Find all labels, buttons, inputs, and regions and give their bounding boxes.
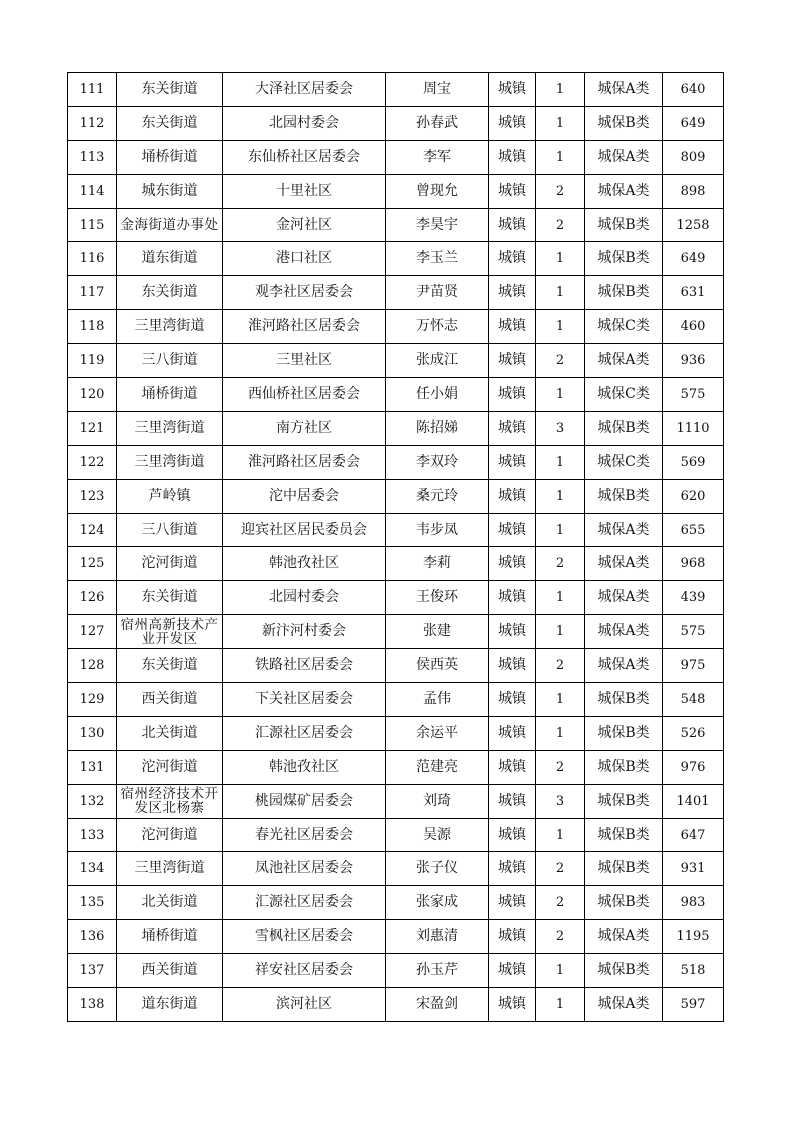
cell-community: 雪枫社区居委会 [223, 920, 386, 954]
table-row [68, 513, 724, 547]
cell-index: 119 [68, 344, 117, 378]
cell-name: 张家成 [386, 886, 489, 920]
cell-category: 城保B类 [585, 276, 663, 310]
cell-name: 宋盈剑 [386, 988, 489, 1022]
cell-area: 城镇 [489, 852, 536, 886]
cell-name: 孟伟 [386, 683, 489, 717]
cell-amount: 439 [663, 581, 724, 615]
table-row [68, 547, 724, 581]
cell-household-count: 1 [536, 378, 585, 412]
table-row [68, 174, 724, 208]
cell-household-count: 1 [536, 716, 585, 750]
cell-street: 东关街道 [117, 649, 223, 683]
cell-index: 112 [68, 106, 117, 140]
cell-community: 铁路社区居委会 [223, 649, 386, 683]
cell-amount: 526 [663, 716, 724, 750]
cell-street: 宿州经济技术开发区北杨寨 [117, 784, 223, 818]
cell-index: 133 [68, 818, 117, 852]
cell-community: 东仙桥社区居委会 [223, 140, 386, 174]
cell-area: 城镇 [489, 954, 536, 988]
cell-household-count: 2 [536, 852, 585, 886]
table-row [68, 818, 724, 852]
cell-name: 陈招娣 [386, 411, 489, 445]
cell-street: 东关街道 [117, 73, 223, 107]
cell-index: 138 [68, 988, 117, 1022]
cell-household-count: 3 [536, 411, 585, 445]
cell-name: 李双玲 [386, 445, 489, 479]
cell-community: 北园村委会 [223, 581, 386, 615]
cell-street: 沱河街道 [117, 547, 223, 581]
cell-community: 北园村委会 [223, 106, 386, 140]
cell-household-count: 2 [536, 344, 585, 378]
cell-community: 桃园煤矿居委会 [223, 784, 386, 818]
cell-name: 任小娟 [386, 378, 489, 412]
cell-street: 三里湾街道 [117, 411, 223, 445]
cell-household-count: 1 [536, 683, 585, 717]
cell-index: 120 [68, 378, 117, 412]
cell-amount: 1110 [663, 411, 724, 445]
cell-community: 淮河路社区居委会 [223, 445, 386, 479]
cell-amount: 649 [663, 242, 724, 276]
cell-name: 范建亮 [386, 750, 489, 784]
cell-category: 城保B类 [585, 411, 663, 445]
cell-name: 李莉 [386, 547, 489, 581]
cell-street: 东关街道 [117, 276, 223, 310]
cell-street: 三里湾街道 [117, 310, 223, 344]
cell-amount: 518 [663, 954, 724, 988]
cell-street: 北关街道 [117, 886, 223, 920]
cell-index: 115 [68, 208, 117, 242]
cell-community: 观李社区居委会 [223, 276, 386, 310]
cell-area: 城镇 [489, 479, 536, 513]
cell-area: 城镇 [489, 174, 536, 208]
cell-household-count: 1 [536, 513, 585, 547]
cell-category: 城保B类 [585, 208, 663, 242]
cell-name: 李军 [386, 140, 489, 174]
cell-amount: 1258 [663, 208, 724, 242]
cell-amount: 655 [663, 513, 724, 547]
cell-category: 城保B类 [585, 479, 663, 513]
cell-name: 尹苗贤 [386, 276, 489, 310]
cell-household-count: 2 [536, 174, 585, 208]
cell-category: 城保A类 [585, 73, 663, 107]
cell-index: 118 [68, 310, 117, 344]
cell-household-count: 3 [536, 784, 585, 818]
table-row [68, 615, 724, 649]
cell-category: 城保A类 [585, 174, 663, 208]
cell-street: 城东街道 [117, 174, 223, 208]
cell-category: 城保A类 [585, 649, 663, 683]
cell-category: 城保B类 [585, 683, 663, 717]
table-row [68, 378, 724, 412]
cell-name: 王俊环 [386, 581, 489, 615]
cell-community: 三里社区 [223, 344, 386, 378]
cell-community: 南方社区 [223, 411, 386, 445]
cell-category: 城保A类 [585, 547, 663, 581]
cell-index: 131 [68, 750, 117, 784]
cell-amount: 936 [663, 344, 724, 378]
table-row [68, 310, 724, 344]
cell-name: 吴源 [386, 818, 489, 852]
cell-community: 韩池孜社区 [223, 547, 386, 581]
beneficiary-table [67, 72, 724, 1022]
table-row [68, 886, 724, 920]
table-row [68, 581, 724, 615]
cell-household-count: 1 [536, 242, 585, 276]
cell-name: 刘琦 [386, 784, 489, 818]
table-row [68, 73, 724, 107]
cell-area: 城镇 [489, 547, 536, 581]
cell-amount: 460 [663, 310, 724, 344]
cell-street: 东关街道 [117, 581, 223, 615]
cell-name: 李昊宇 [386, 208, 489, 242]
cell-household-count: 1 [536, 479, 585, 513]
cell-name: 刘惠清 [386, 920, 489, 954]
cell-street: 北关街道 [117, 716, 223, 750]
cell-name: 余运平 [386, 716, 489, 750]
cell-category: 城保C类 [585, 445, 663, 479]
table-row [68, 344, 724, 378]
cell-street: 埇桥街道 [117, 920, 223, 954]
cell-amount: 931 [663, 852, 724, 886]
cell-index: 135 [68, 886, 117, 920]
cell-category: 城保B类 [585, 886, 663, 920]
cell-street: 道东街道 [117, 988, 223, 1022]
cell-household-count: 1 [536, 310, 585, 344]
cell-community: 祥安社区居委会 [223, 954, 386, 988]
cell-category: 城保B类 [585, 106, 663, 140]
cell-community: 大泽社区居委会 [223, 73, 386, 107]
table-row [68, 716, 724, 750]
document-page [67, 72, 723, 1022]
cell-amount: 983 [663, 886, 724, 920]
cell-household-count: 2 [536, 750, 585, 784]
cell-category: 城保B类 [585, 818, 663, 852]
cell-community: 十里社区 [223, 174, 386, 208]
cell-household-count: 2 [536, 649, 585, 683]
cell-area: 城镇 [489, 344, 536, 378]
cell-name: 张成江 [386, 344, 489, 378]
cell-household-count: 1 [536, 954, 585, 988]
table-row [68, 276, 724, 310]
cell-amount: 976 [663, 750, 724, 784]
cell-category: 城保C类 [585, 310, 663, 344]
cell-household-count: 1 [536, 445, 585, 479]
cell-street: 沱河街道 [117, 818, 223, 852]
cell-amount: 649 [663, 106, 724, 140]
cell-name: 韦步凤 [386, 513, 489, 547]
cell-area: 城镇 [489, 784, 536, 818]
table-row [68, 106, 724, 140]
cell-category: 城保B类 [585, 716, 663, 750]
cell-name: 张子仪 [386, 852, 489, 886]
cell-household-count: 1 [536, 73, 585, 107]
cell-category: 城保A类 [585, 344, 663, 378]
cell-area: 城镇 [489, 649, 536, 683]
cell-amount: 1195 [663, 920, 724, 954]
cell-community: 滨河社区 [223, 988, 386, 1022]
cell-community: 淮河路社区居委会 [223, 310, 386, 344]
cell-category: 城保B类 [585, 750, 663, 784]
cell-index: 123 [68, 479, 117, 513]
cell-index: 126 [68, 581, 117, 615]
table-row [68, 208, 724, 242]
cell-area: 城镇 [489, 886, 536, 920]
cell-area: 城镇 [489, 140, 536, 174]
cell-household-count: 1 [536, 581, 585, 615]
cell-category: 城保A类 [585, 513, 663, 547]
cell-community: 汇源社区居委会 [223, 716, 386, 750]
cell-household-count: 1 [536, 106, 585, 140]
cell-community: 迎宾社区居民委员会 [223, 513, 386, 547]
table-row [68, 140, 724, 174]
cell-index: 122 [68, 445, 117, 479]
cell-category: 城保A类 [585, 140, 663, 174]
cell-index: 130 [68, 716, 117, 750]
cell-amount: 968 [663, 547, 724, 581]
cell-household-count: 1 [536, 615, 585, 649]
cell-area: 城镇 [489, 615, 536, 649]
cell-category: 城保A类 [585, 988, 663, 1022]
table-row [68, 445, 724, 479]
cell-index: 128 [68, 649, 117, 683]
cell-household-count: 2 [536, 886, 585, 920]
cell-community: 凤池社区居委会 [223, 852, 386, 886]
cell-category: 城保B类 [585, 954, 663, 988]
cell-index: 121 [68, 411, 117, 445]
table-body [68, 73, 724, 1022]
cell-index: 114 [68, 174, 117, 208]
cell-street: 宿州高新技术产业开发区 [117, 615, 223, 649]
cell-amount: 597 [663, 988, 724, 1022]
cell-community: 新汴河村委会 [223, 615, 386, 649]
cell-street: 东关街道 [117, 106, 223, 140]
cell-community: 西仙桥社区居委会 [223, 378, 386, 412]
cell-category: 城保C类 [585, 378, 663, 412]
cell-household-count: 2 [536, 208, 585, 242]
cell-street: 三里湾街道 [117, 445, 223, 479]
cell-household-count: 1 [536, 988, 585, 1022]
cell-area: 城镇 [489, 683, 536, 717]
cell-name: 万怀志 [386, 310, 489, 344]
table-row [68, 954, 724, 988]
cell-area: 城镇 [489, 445, 536, 479]
cell-amount: 569 [663, 445, 724, 479]
cell-household-count: 1 [536, 276, 585, 310]
table-row [68, 479, 724, 513]
cell-street: 金海街道办事处 [117, 208, 223, 242]
cell-index: 116 [68, 242, 117, 276]
cell-area: 城镇 [489, 818, 536, 852]
cell-street: 沱河街道 [117, 750, 223, 784]
cell-name: 张建 [386, 615, 489, 649]
cell-community: 港口社区 [223, 242, 386, 276]
cell-street: 埇桥街道 [117, 378, 223, 412]
cell-street: 芦岭镇 [117, 479, 223, 513]
cell-area: 城镇 [489, 310, 536, 344]
table-row [68, 683, 724, 717]
cell-name: 李玉兰 [386, 242, 489, 276]
cell-amount: 975 [663, 649, 724, 683]
cell-street: 西关街道 [117, 954, 223, 988]
cell-street: 西关街道 [117, 683, 223, 717]
cell-category: 城保A类 [585, 920, 663, 954]
cell-category: 城保A类 [585, 615, 663, 649]
cell-category: 城保A类 [585, 581, 663, 615]
cell-street: 道东街道 [117, 242, 223, 276]
cell-name: 周宝 [386, 73, 489, 107]
cell-category: 城保B类 [585, 242, 663, 276]
cell-index: 127 [68, 615, 117, 649]
cell-household-count: 2 [536, 547, 585, 581]
table-row [68, 649, 724, 683]
cell-amount: 575 [663, 615, 724, 649]
cell-index: 124 [68, 513, 117, 547]
cell-area: 城镇 [489, 513, 536, 547]
cell-street: 三里湾街道 [117, 852, 223, 886]
table-row [68, 784, 724, 818]
cell-amount: 620 [663, 479, 724, 513]
cell-amount: 898 [663, 174, 724, 208]
table-row [68, 988, 724, 1022]
cell-household-count: 1 [536, 818, 585, 852]
cell-amount: 647 [663, 818, 724, 852]
cell-community: 沱中居委会 [223, 479, 386, 513]
cell-community: 韩池孜社区 [223, 750, 386, 784]
table-row [68, 750, 724, 784]
cell-index: 113 [68, 140, 117, 174]
cell-area: 城镇 [489, 276, 536, 310]
cell-index: 117 [68, 276, 117, 310]
cell-street: 三八街道 [117, 513, 223, 547]
cell-household-count: 2 [536, 920, 585, 954]
cell-index: 134 [68, 852, 117, 886]
cell-name: 曾现允 [386, 174, 489, 208]
cell-amount: 1401 [663, 784, 724, 818]
cell-category: 城保B类 [585, 784, 663, 818]
cell-area: 城镇 [489, 988, 536, 1022]
cell-amount: 548 [663, 683, 724, 717]
cell-amount: 575 [663, 378, 724, 412]
cell-name: 孙春武 [386, 106, 489, 140]
cell-area: 城镇 [489, 73, 536, 107]
cell-index: 111 [68, 73, 117, 107]
table-row [68, 852, 724, 886]
cell-community: 春光社区居委会 [223, 818, 386, 852]
cell-index: 136 [68, 920, 117, 954]
cell-area: 城镇 [489, 581, 536, 615]
cell-area: 城镇 [489, 106, 536, 140]
cell-name: 孙玉芹 [386, 954, 489, 988]
cell-community: 汇源社区居委会 [223, 886, 386, 920]
cell-area: 城镇 [489, 411, 536, 445]
table-row [68, 411, 724, 445]
cell-area: 城镇 [489, 378, 536, 412]
cell-name: 侯西英 [386, 649, 489, 683]
cell-index: 125 [68, 547, 117, 581]
cell-street: 埇桥街道 [117, 140, 223, 174]
cell-community: 下关社区居委会 [223, 683, 386, 717]
cell-area: 城镇 [489, 750, 536, 784]
cell-area: 城镇 [489, 920, 536, 954]
cell-category: 城保B类 [585, 852, 663, 886]
cell-amount: 640 [663, 73, 724, 107]
cell-area: 城镇 [489, 716, 536, 750]
cell-index: 129 [68, 683, 117, 717]
cell-street: 三八街道 [117, 344, 223, 378]
cell-amount: 809 [663, 140, 724, 174]
table-row [68, 242, 724, 276]
cell-index: 137 [68, 954, 117, 988]
table-row [68, 920, 724, 954]
cell-household-count: 1 [536, 140, 585, 174]
cell-amount: 631 [663, 276, 724, 310]
cell-area: 城镇 [489, 208, 536, 242]
cell-area: 城镇 [489, 242, 536, 276]
cell-name: 桑元玲 [386, 479, 489, 513]
cell-index: 132 [68, 784, 117, 818]
cell-community: 金河社区 [223, 208, 386, 242]
